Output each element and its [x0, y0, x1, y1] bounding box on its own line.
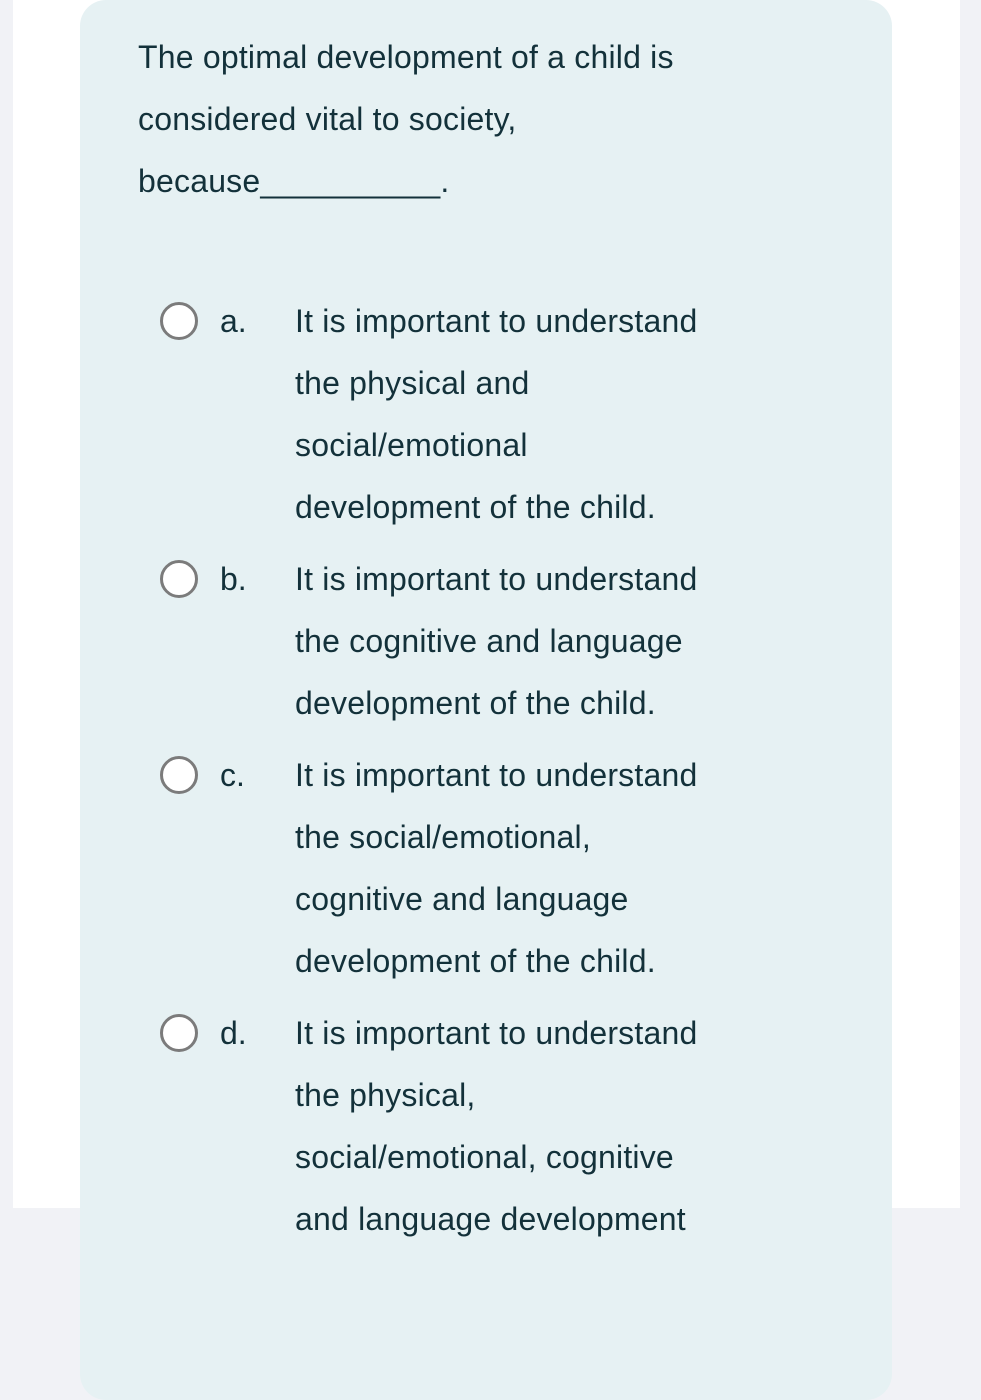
option-text-a: It is important to understand the physical and social/emotional development of the child. — [295, 303, 698, 525]
radio-button-b[interactable] — [160, 560, 198, 598]
question-card — [80, 0, 892, 1400]
question-text: The optimal development of a child is considered vital to society, because__________. — [138, 39, 674, 199]
option-letter-c: c. — [220, 757, 245, 793]
option-text-b: It is important to understand the cognitive and language development of the child. — [295, 561, 698, 721]
options-list — [138, 290, 834, 1250]
option-b[interactable] — [138, 548, 834, 734]
option-a[interactable] — [138, 290, 834, 538]
option-d[interactable] — [138, 1002, 834, 1250]
option-letter-a: a. — [220, 303, 247, 339]
option-letter-d: d. — [220, 1015, 247, 1051]
radio-button-d[interactable] — [160, 1014, 198, 1052]
option-text-d: It is important to understand the physical, social/emotional, cognitive and language development — [295, 1015, 698, 1237]
radio-button-c[interactable] — [160, 756, 198, 794]
radio-button-a[interactable] — [160, 302, 198, 340]
option-letter-b: b. — [220, 561, 247, 597]
option-c[interactable] — [138, 744, 834, 992]
option-text-c: It is important to understand the social/emotional, cognitive and language development of the child. — [295, 757, 698, 979]
